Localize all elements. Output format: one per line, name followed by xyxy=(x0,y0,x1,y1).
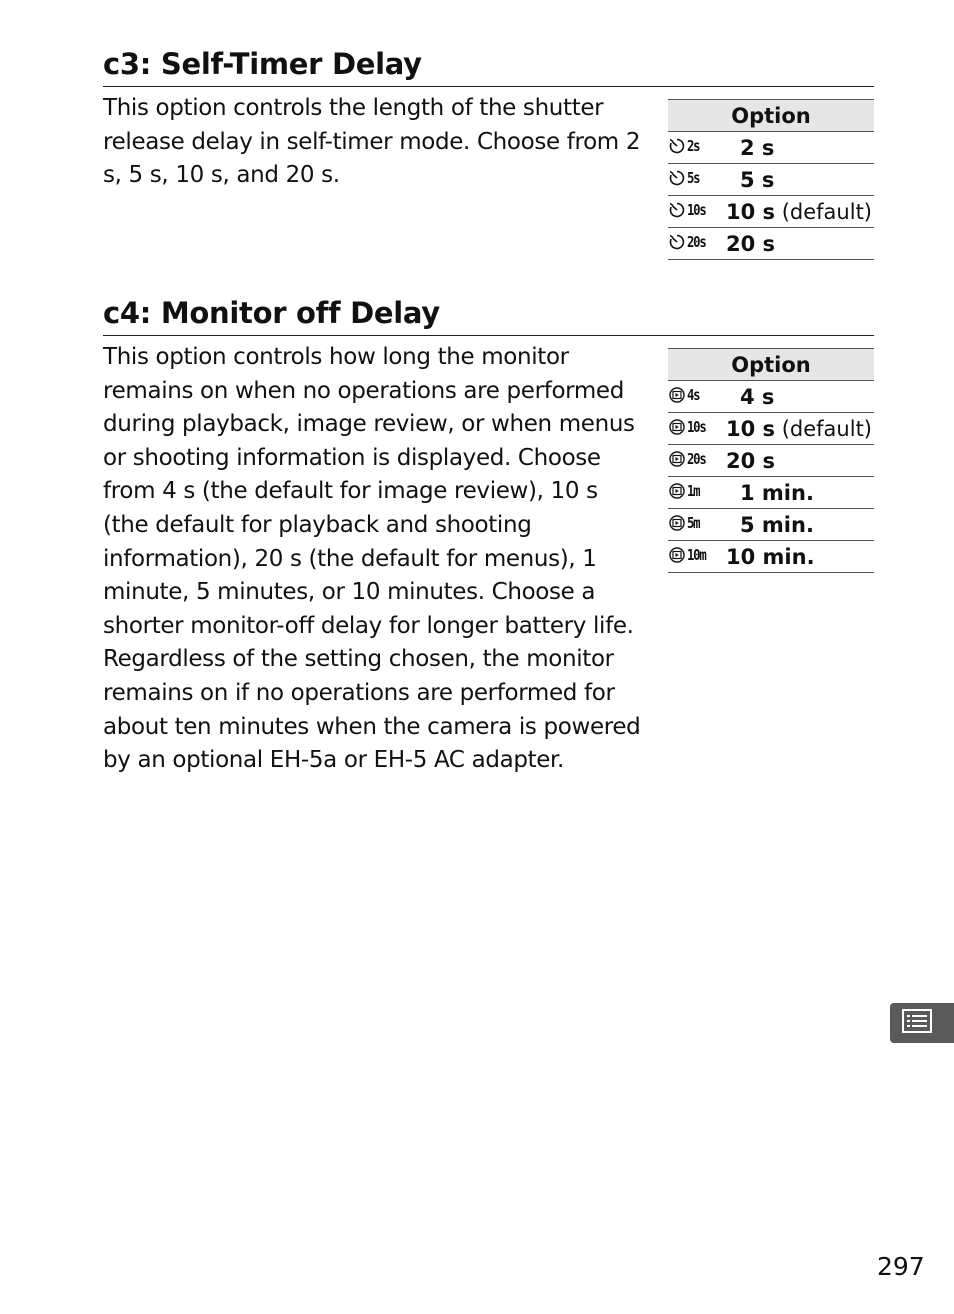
section-heading: c3: Self-Timer Delay xyxy=(103,48,874,87)
section-heading: c4: Monitor off Delay xyxy=(103,297,874,336)
option-icon-cell xyxy=(668,413,726,445)
icon-label: 10s xyxy=(687,417,706,436)
option-icon-cell xyxy=(668,132,726,164)
option-icon-cell xyxy=(668,477,726,509)
icon-label: 20s xyxy=(687,449,706,468)
monitor-off-icon xyxy=(668,386,702,404)
default-note: (default) xyxy=(775,416,872,441)
menu-list-icon xyxy=(902,1009,932,1037)
option-icon-cell xyxy=(668,381,726,413)
option-value: 1 min. xyxy=(740,480,814,505)
default-note: (default) xyxy=(775,199,872,224)
option-value-cell xyxy=(726,381,874,413)
page-number: 297 xyxy=(877,1252,925,1281)
self-timer-icon xyxy=(668,233,710,251)
table-row xyxy=(668,413,874,445)
option-value: 20 s xyxy=(726,231,776,256)
options-table xyxy=(668,348,874,573)
option-value-cell xyxy=(726,477,874,509)
options-table xyxy=(668,99,874,260)
table-header-row xyxy=(668,349,874,381)
icon-label: 2s xyxy=(687,136,700,155)
option-icon-cell xyxy=(668,509,726,541)
option-value: 10 s xyxy=(726,416,776,441)
option-value-cell xyxy=(726,509,874,541)
section-body: This option controls the length of the shutter release delay in self-timer mode. Choose from 2 s, 5 s, 10 s, and 20 s. xyxy=(103,95,641,189)
option-value-cell xyxy=(726,132,874,164)
table-row xyxy=(668,132,874,164)
icon-label: 4s xyxy=(687,385,700,404)
section-c3 xyxy=(103,47,874,256)
table-row xyxy=(668,164,874,196)
icon-label: 10m xyxy=(687,545,706,564)
chapter-tab xyxy=(890,1003,954,1043)
option-icon-cell xyxy=(668,228,726,260)
table-row xyxy=(668,228,874,260)
self-timer-icon xyxy=(668,137,702,155)
option-value-cell xyxy=(726,164,874,196)
option-value: 10 min. xyxy=(726,544,815,569)
table-header: Option xyxy=(668,100,874,132)
option-icon-cell xyxy=(668,541,726,573)
icon-label: 5s xyxy=(687,168,700,187)
table-header: Option xyxy=(668,349,874,381)
section-c4 xyxy=(103,296,874,774)
monitor-off-icon xyxy=(668,418,710,436)
option-value: 5 s xyxy=(740,167,775,192)
table-row xyxy=(668,381,874,413)
option-value: 10 s xyxy=(726,199,776,224)
monitor-off-icon xyxy=(668,514,702,532)
icon-label: 20s xyxy=(687,232,706,251)
option-value-cell xyxy=(726,541,874,573)
table-row xyxy=(668,509,874,541)
icon-label: 5m xyxy=(687,513,700,532)
icon-label: 10s xyxy=(687,200,706,219)
option-value: 5 min. xyxy=(740,512,814,537)
option-icon-cell xyxy=(668,164,726,196)
option-icon-cell xyxy=(668,445,726,477)
monitor-off-icon xyxy=(668,546,710,564)
icon-label: 1m xyxy=(687,481,700,500)
option-value-cell xyxy=(726,445,874,477)
table-row xyxy=(668,477,874,509)
option-value-cell xyxy=(726,413,874,445)
table-row xyxy=(668,445,874,477)
section-body: This option controls how long the monitor remains on when no operations are performed during playback, image review, or when menus or shooting information is displayed. Choose from 4 s (the default for image review), 10 s (the default for playback and shooting information), 20 s (the default for menus), 1 minute, 5 minutes, or 10 minutes. Choose a shorter monitor-off delay for longer battery life. Regardless of the setting chosen, the monitor remains on if no operations are performed for about ten minutes when the camera is powered by an optional EH-5a or EH-5 AC adapter. xyxy=(103,344,641,774)
self-timer-icon xyxy=(668,169,702,187)
option-icon-cell xyxy=(668,196,726,228)
table-row xyxy=(668,196,874,228)
self-timer-icon xyxy=(668,201,710,219)
table-header-row xyxy=(668,100,874,132)
option-value: 4 s xyxy=(740,384,775,409)
table-row xyxy=(668,541,874,573)
option-value: 2 s xyxy=(740,135,775,160)
monitor-off-icon xyxy=(668,450,710,468)
option-value: 20 s xyxy=(726,448,776,473)
option-value-cell xyxy=(726,196,874,228)
monitor-off-icon xyxy=(668,482,702,500)
option-value-cell xyxy=(726,228,874,260)
